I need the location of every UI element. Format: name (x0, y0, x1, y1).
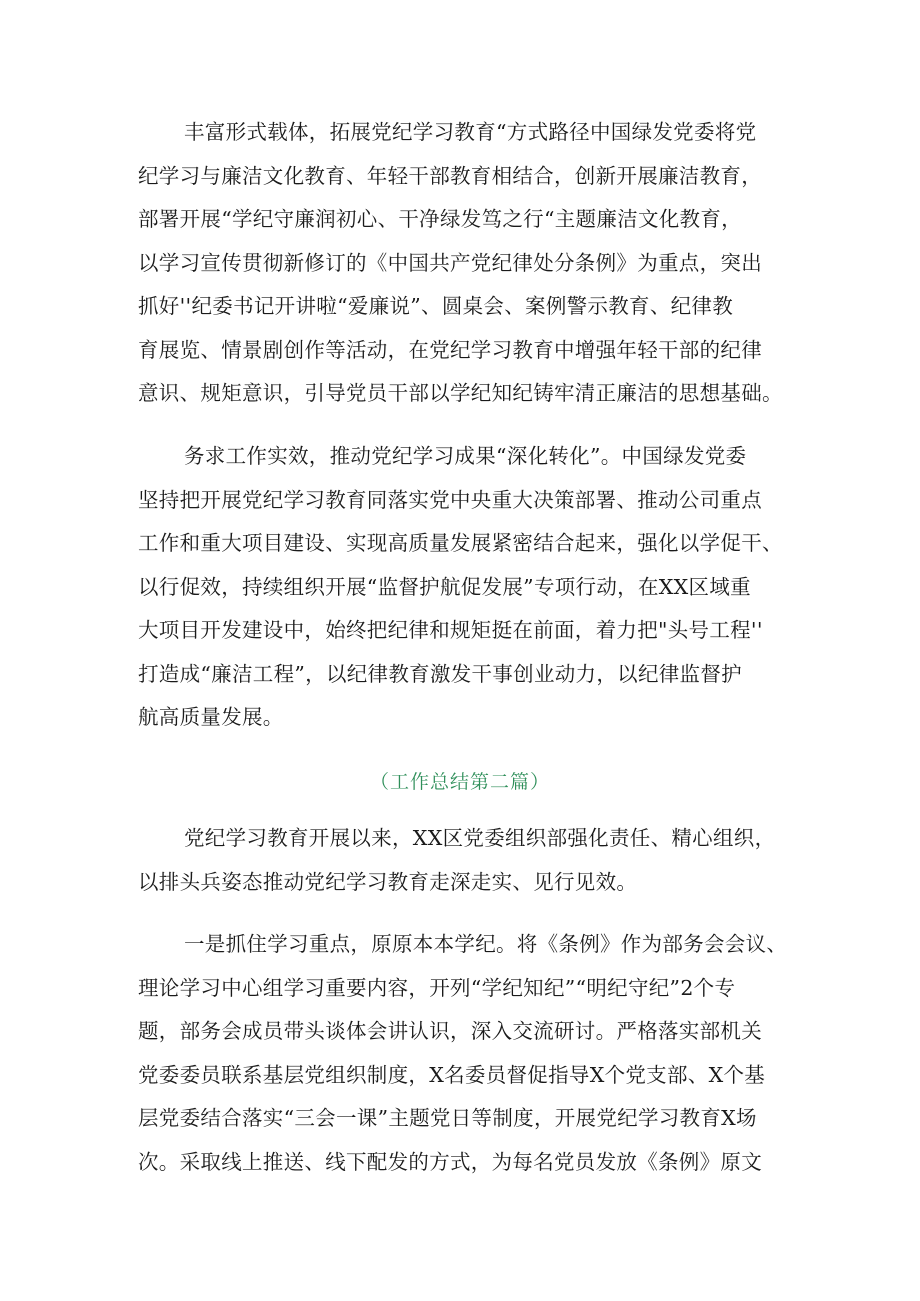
text-line: 意识、规矩意识，引导党员干部以学纪知纪铸牢清正廉洁的思想基础。 (138, 381, 783, 405)
text-line: 纪学习与廉洁文化教育、年轻干部教育相结合，创新开展廉洁教育， (138, 163, 762, 188)
text-line: 次。采取线上推送、线下配发的方式，为每名党员发放《条例》原文 (138, 1149, 762, 1174)
text-line: 务求工作实效，推动党纪学习成果“深化转化”。中国绿发党委 (184, 444, 747, 468)
text-line: 党委委员联系基层党组织制度，X名委员督促指导X个党支部、X个基 (138, 1062, 766, 1087)
text-line: 以学习宣传贯彻新修订的《中国共产党纪律处分条例》为重点，突出 (138, 250, 762, 275)
text-line: 坚持把开展党纪学习教育同落实党中央重大决策部署、推动公司重点 (138, 487, 762, 512)
paragraph-4 (138, 923, 798, 1184)
text-line: 打造成“廉洁工程”，以纪律教育激发干事创业动力，以纪律监督护 (138, 661, 742, 686)
text-line: 党纪学习教育开展以来，XX区党委组织部强化责任、精心组织， (184, 826, 776, 850)
text-line: 部署开展“学纪守廉润初心、干净绿发笃之行“主题廉洁文化教育， (138, 207, 742, 231)
text-line: 育展览、情景剧创作等活动，在党纪学习教育中增强年轻干部的纪律 (138, 337, 762, 362)
text-line: 一是抓住学习重点，原原本本学纪。将《条例》作为部务会会议、 (184, 932, 788, 956)
paragraph-2 (138, 435, 798, 740)
paragraph-3 (138, 817, 798, 904)
text-line: 丰富形式载体，拓展党纪学习教育“方式路径中国绿发党委将党 (184, 120, 757, 144)
text-line: 以排头兵姿态推动党纪学习教育走深走实、见行见效。 (138, 869, 638, 894)
text-line: 题，部务会成员带头谈体会讲认识，深入交流研讨。严格落实部机关 (138, 1019, 762, 1043)
section-heading: （工作总结第二篇） (369, 771, 550, 793)
text-line: 抓好''纪委书记开讲啦“爱廉说”、圆桌会、案例警示教育、纪律教 (138, 294, 734, 318)
text-line: 层党委结合落实“三会一课”主题党日等制度，开展党纪学习教育X场 (138, 1106, 757, 1130)
text-line: 大项目开发建设中，始终把纪律和规矩挺在前面，着力把"头号工程'' (138, 618, 763, 642)
text-line: 理论学习中心组学习重要内容，开列“学纪知纪”“明纪守纪”2个专 (138, 975, 736, 1000)
text-line: 航高质量发展。 (138, 705, 284, 729)
text-line: 工作和重大项目建设、实现高质量发展紧密结合起来，强化以学促干、 (138, 531, 783, 555)
paragraph-1 (138, 111, 798, 416)
text-line: 以行促效，持续组织开展“监督护航促发展”专项行动，在XX区域重 (138, 574, 751, 599)
